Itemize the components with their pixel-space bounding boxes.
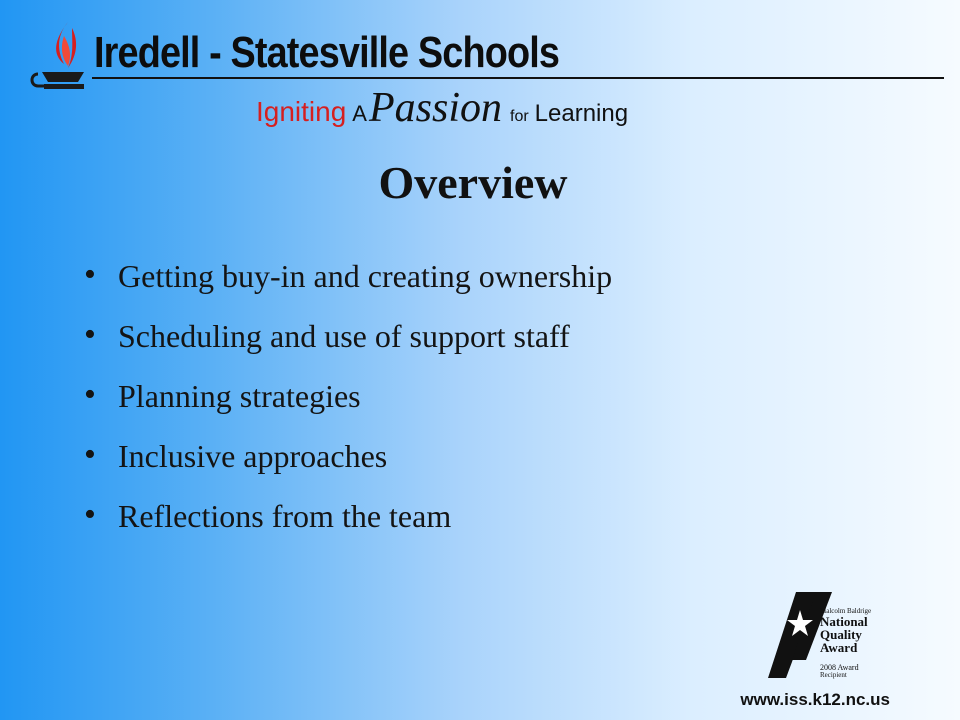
tagline-igniting: Igniting xyxy=(256,96,347,127)
slide-header xyxy=(0,0,960,130)
award-line1: Malcolm Baldrige xyxy=(820,607,872,615)
site-url[interactable]: www.iss.k12.nc.us xyxy=(740,690,890,709)
award-line3: Quality xyxy=(820,627,862,642)
bullet-item: • Inclusive approaches xyxy=(82,438,612,498)
tagline-learning: Learning xyxy=(534,100,629,127)
award-line6: Recipient xyxy=(820,671,847,679)
tagline xyxy=(256,84,628,132)
slide-title: Overview xyxy=(378,157,568,208)
award-line5: 2008 Award xyxy=(820,663,859,672)
bullet-item: • Planning strategies xyxy=(82,378,612,438)
bullet-item: • Getting buy-in and creating ownership xyxy=(82,258,612,318)
header-divider xyxy=(92,77,944,79)
award-line4: Award xyxy=(820,640,858,655)
award-line2: National xyxy=(820,614,868,629)
bullet-list xyxy=(82,258,612,558)
award-text xyxy=(820,608,871,679)
district-name: Iredell - Statesville Schools xyxy=(94,28,560,77)
tagline-a: A xyxy=(352,101,367,126)
tagline-for: for xyxy=(510,108,529,125)
bullet-item: • Scheduling and use of support staff xyxy=(82,318,612,378)
tagline-passion: Passion xyxy=(368,85,502,131)
bullet-item: • Reflections from the team xyxy=(82,498,612,558)
torch-lamp-icon xyxy=(28,18,96,92)
